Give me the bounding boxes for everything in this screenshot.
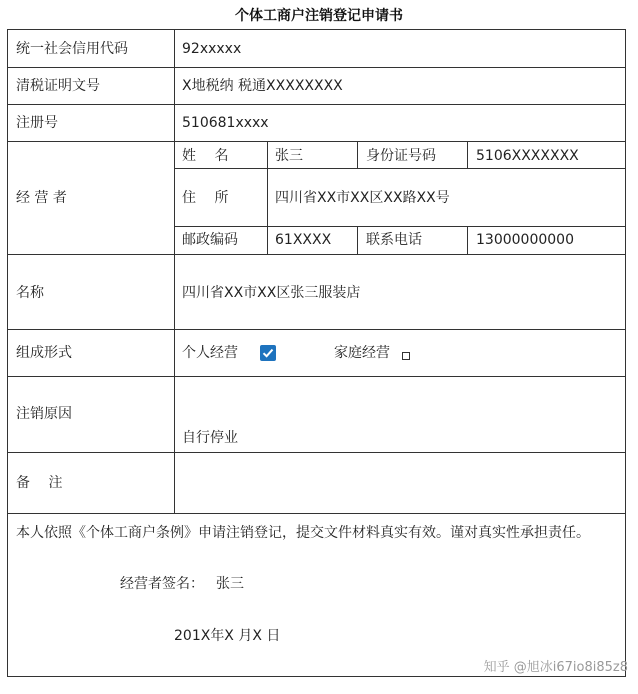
reg-no-value: 510681xxxx — [182, 115, 269, 131]
divider — [8, 67, 625, 68]
divider — [175, 226, 625, 227]
tax-proof-value: X地税纳 税通XXXXXXXX — [182, 78, 343, 94]
divider — [174, 30, 175, 513]
divider — [8, 141, 625, 142]
operator-label: 经 营 者 — [16, 190, 67, 206]
check-icon — [260, 345, 276, 361]
divider — [175, 168, 625, 169]
business-name-label: 名称 — [16, 285, 44, 301]
watermark: 知乎 @旭冰i67io8i85z8 — [483, 660, 628, 675]
operator-phone-value: 13000000000 — [476, 232, 574, 248]
divider — [467, 141, 468, 168]
individual-checkbox[interactable] — [260, 345, 276, 361]
divider — [467, 226, 468, 254]
signature-label: 经营者签名： — [120, 576, 204, 592]
remarks-label: 备 注 — [16, 475, 63, 491]
divider — [357, 226, 358, 254]
unified-code-value: 92xxxxx — [182, 41, 242, 57]
divider — [8, 452, 625, 453]
unified-code-label: 统一社会信用代码 — [16, 41, 128, 57]
form-type-label: 组成形式 — [16, 345, 72, 361]
operator-id-value: 5106XXXXXXX — [476, 148, 579, 164]
operator-name-label: 姓 名 — [182, 148, 229, 164]
sign-date: 201X年X 月X 日 — [174, 628, 281, 644]
statement-text: 本人依照《个体工商户条例》申请注销登记，提交文件材料真实有效。谨对真实性承担责任。 — [16, 525, 590, 541]
operator-address-label: 住 所 — [182, 190, 229, 206]
form-title: 个体工商户注销登记申请书 — [235, 8, 403, 24]
signature-value: 张三 — [216, 576, 244, 592]
divider — [8, 329, 625, 330]
divider — [357, 141, 358, 168]
divider — [8, 254, 625, 255]
tax-proof-label: 清税证明文号 — [16, 78, 100, 94]
business-name-value: 四川省XX市XX区张三服装店 — [182, 285, 361, 301]
reg-no-label: 注册号 — [16, 115, 58, 131]
divider — [8, 376, 625, 377]
divider — [8, 104, 625, 105]
option-family-label: 家庭经营 — [334, 345, 390, 361]
reason-label: 注销原因 — [16, 406, 72, 422]
operator-name-value: 张三 — [275, 148, 303, 164]
operator-postcode-value: 61XXXX — [275, 232, 332, 248]
operator-postcode-label: 邮政编码 — [182, 232, 238, 248]
operator-phone-label: 联系电话 — [366, 232, 422, 248]
operator-address-value: 四川省XX市XX区XX路XX号 — [275, 190, 450, 206]
option-individual-label: 个人经营 — [182, 345, 238, 361]
divider — [8, 513, 625, 514]
operator-id-label: 身份证号码 — [366, 148, 436, 164]
divider — [267, 141, 268, 254]
family-checkbox[interactable] — [402, 352, 410, 360]
reason-value: 自行停业 — [182, 430, 238, 446]
deregistration-form — [7, 29, 626, 677]
